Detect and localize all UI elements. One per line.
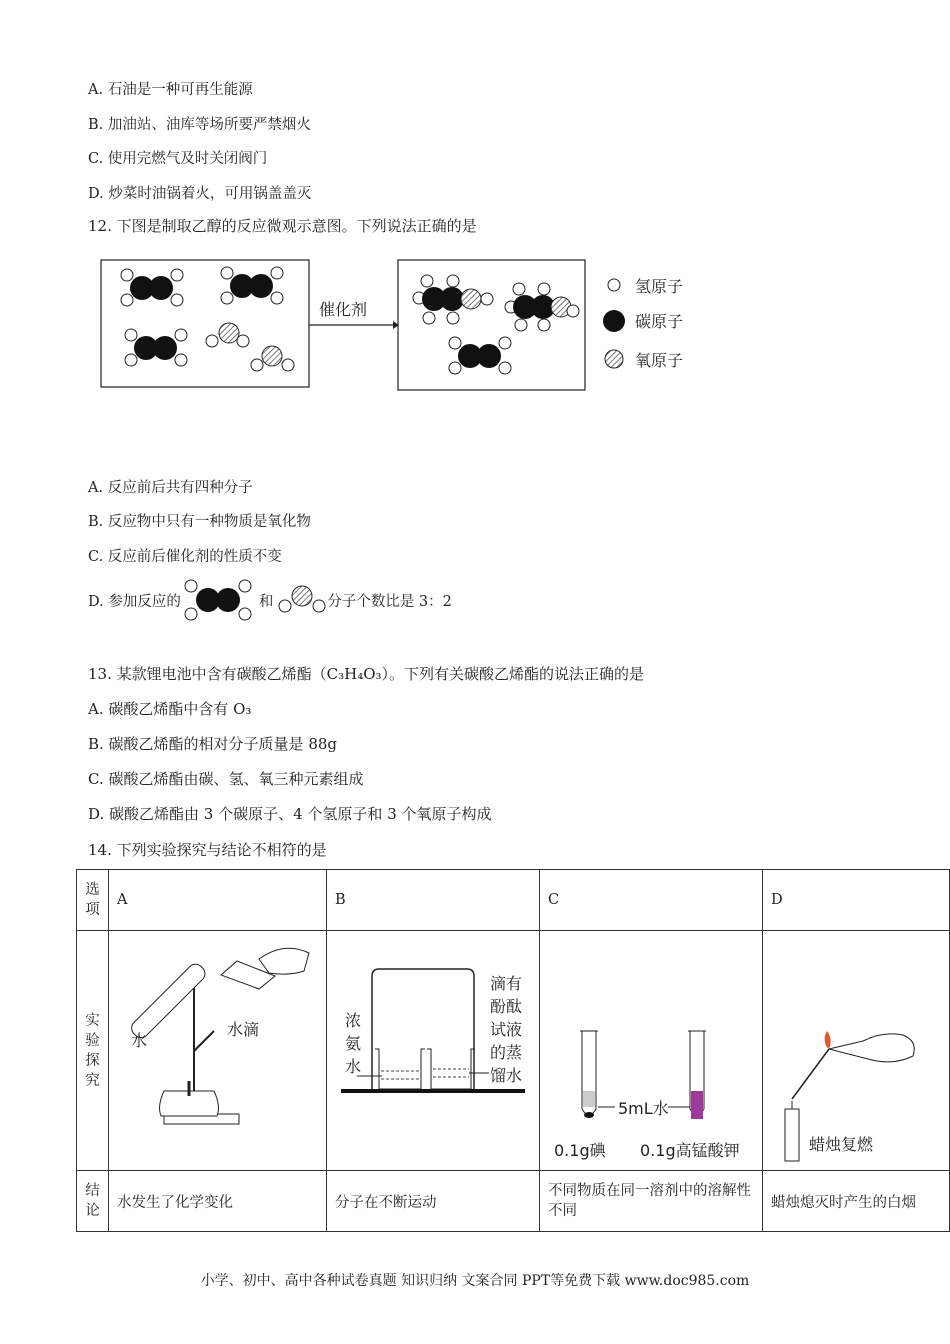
table-header-b: B [327,870,540,931]
fig-d-label: 蜡烛复燃 [809,1135,874,1154]
reaction-diagram [95,255,715,395]
ethanol-molecule [413,275,493,324]
water-molecule [206,323,249,347]
table-header-a: A [109,870,327,931]
conclusion-c: 不同物质在同一溶剂中的溶解性不同 [540,1171,763,1232]
fig-a-drops-label: 水滴 [227,1020,260,1039]
q12-d-suffix: 分子个数比是 3：2 [327,593,452,610]
legend-carbon: 碳原子 [635,312,684,331]
catalyst-label: 催化剂 [319,300,368,319]
q14-stem: 14. 下列实验探究与结论不相符的是 [88,841,327,859]
q11-option-a: A. 石油是一种可再生能源 [88,82,253,98]
fig-b-left-label: 浓氨水 [345,1011,362,1076]
q13-option-c: C. 碳酸乙烯酯由碳、氢、氧三种元素组成 [88,770,364,788]
oxygen-atom-icon [605,350,623,368]
fig-c-water-label: 5mL水 [618,1099,669,1118]
q11-option-c: C. 使用完燃气及时关闭阀门 [88,151,268,167]
q12-option-c: C. 反应前后催化剂的性质不变 [88,549,282,565]
q12-option-d [88,578,452,622]
q12-d-prefix: D. 参加反应的 [88,593,181,610]
figure-a-cell [109,931,327,1171]
water-molecule [251,346,294,371]
legend-hydrogen: 氢原子 [635,277,684,296]
hydrogen-atom-icon [608,279,620,291]
q12-option-b: B. 反应物中只有一种物质是氧化物 [88,514,311,530]
candle-relight-apparatus [763,931,949,1166]
fig-c-kmno4-label: 0.1g高锰酸钾 [640,1141,740,1160]
table-header-option: 选项 [77,870,109,931]
row-label-experiment: 实验探究 [77,931,109,1171]
ethylene-molecule-icon [181,578,255,622]
table-header-d: D [763,870,950,931]
q13-option-d: D. 碳酸乙烯酯由 3 个碳原子、4 个氢原子和 3 个氧原子构成 [88,805,492,823]
ethylene-molecule [125,329,187,366]
q11-option-b: B. 加油站、油库等场所要严禁烟火 [88,117,311,133]
q13-option-b: B. 碳酸乙烯酯的相对分子质量是 88g [88,735,338,753]
figure-c-cell [540,931,763,1171]
ammonia-diffusion-apparatus [327,931,539,1166]
table-header-c: C [540,870,763,931]
q12-d-mid: 和 [258,593,274,610]
conclusion-b: 分子在不断运动 [327,1171,540,1232]
q13-stem: 13. 某款锂电池中含有碳酸乙烯酯（C₃H₄O₃）。下列有关碳酸乙烯酯的说法正确的是 [88,665,645,683]
conclusion-d: 蜡烛熄灭时产生的白烟 [763,1171,950,1232]
fig-c-iodine-label: 0.1g碘 [554,1141,606,1160]
q12-option-a: A. 反应前后共有四种分子 [88,480,253,496]
conclusion-a: 水发生了化学变化 [109,1171,327,1232]
carbon-atom-icon [603,310,625,332]
figure-d-cell [763,931,950,1171]
solubility-tubes [540,931,762,1166]
ethanol-molecule [505,283,579,331]
q13-option-a: A. 碳酸乙烯酯中含有 O₃ [88,700,252,718]
ethylene-molecule [121,269,183,306]
ethylene-molecule [221,267,283,304]
q12-stem: 12. 下图是制取乙醇的反应微观示意图。下列说法正确的是 [88,217,477,235]
row-label-conclusion: 结论 [77,1171,109,1232]
heating-water-apparatus [109,931,326,1166]
q11-option-d: D. 炒菜时油锅着火，可用锅盖盖灭 [88,186,312,202]
fig-b-right-label: 滴有酚酞试液的蒸馏水 [490,974,523,1085]
figure-b-cell [327,931,540,1171]
page-footer: 小学、初中、高中各种试卷真题 知识归纳 文案合同 PPT等免费下载 www.doc985.com [200,1273,750,1289]
legend-oxygen: 氧原子 [635,351,684,370]
fig-a-water-label: 水 [131,1031,148,1050]
water-molecule-icon [277,582,327,618]
ethylene-molecule [449,337,511,374]
experiment-table [76,869,950,1232]
